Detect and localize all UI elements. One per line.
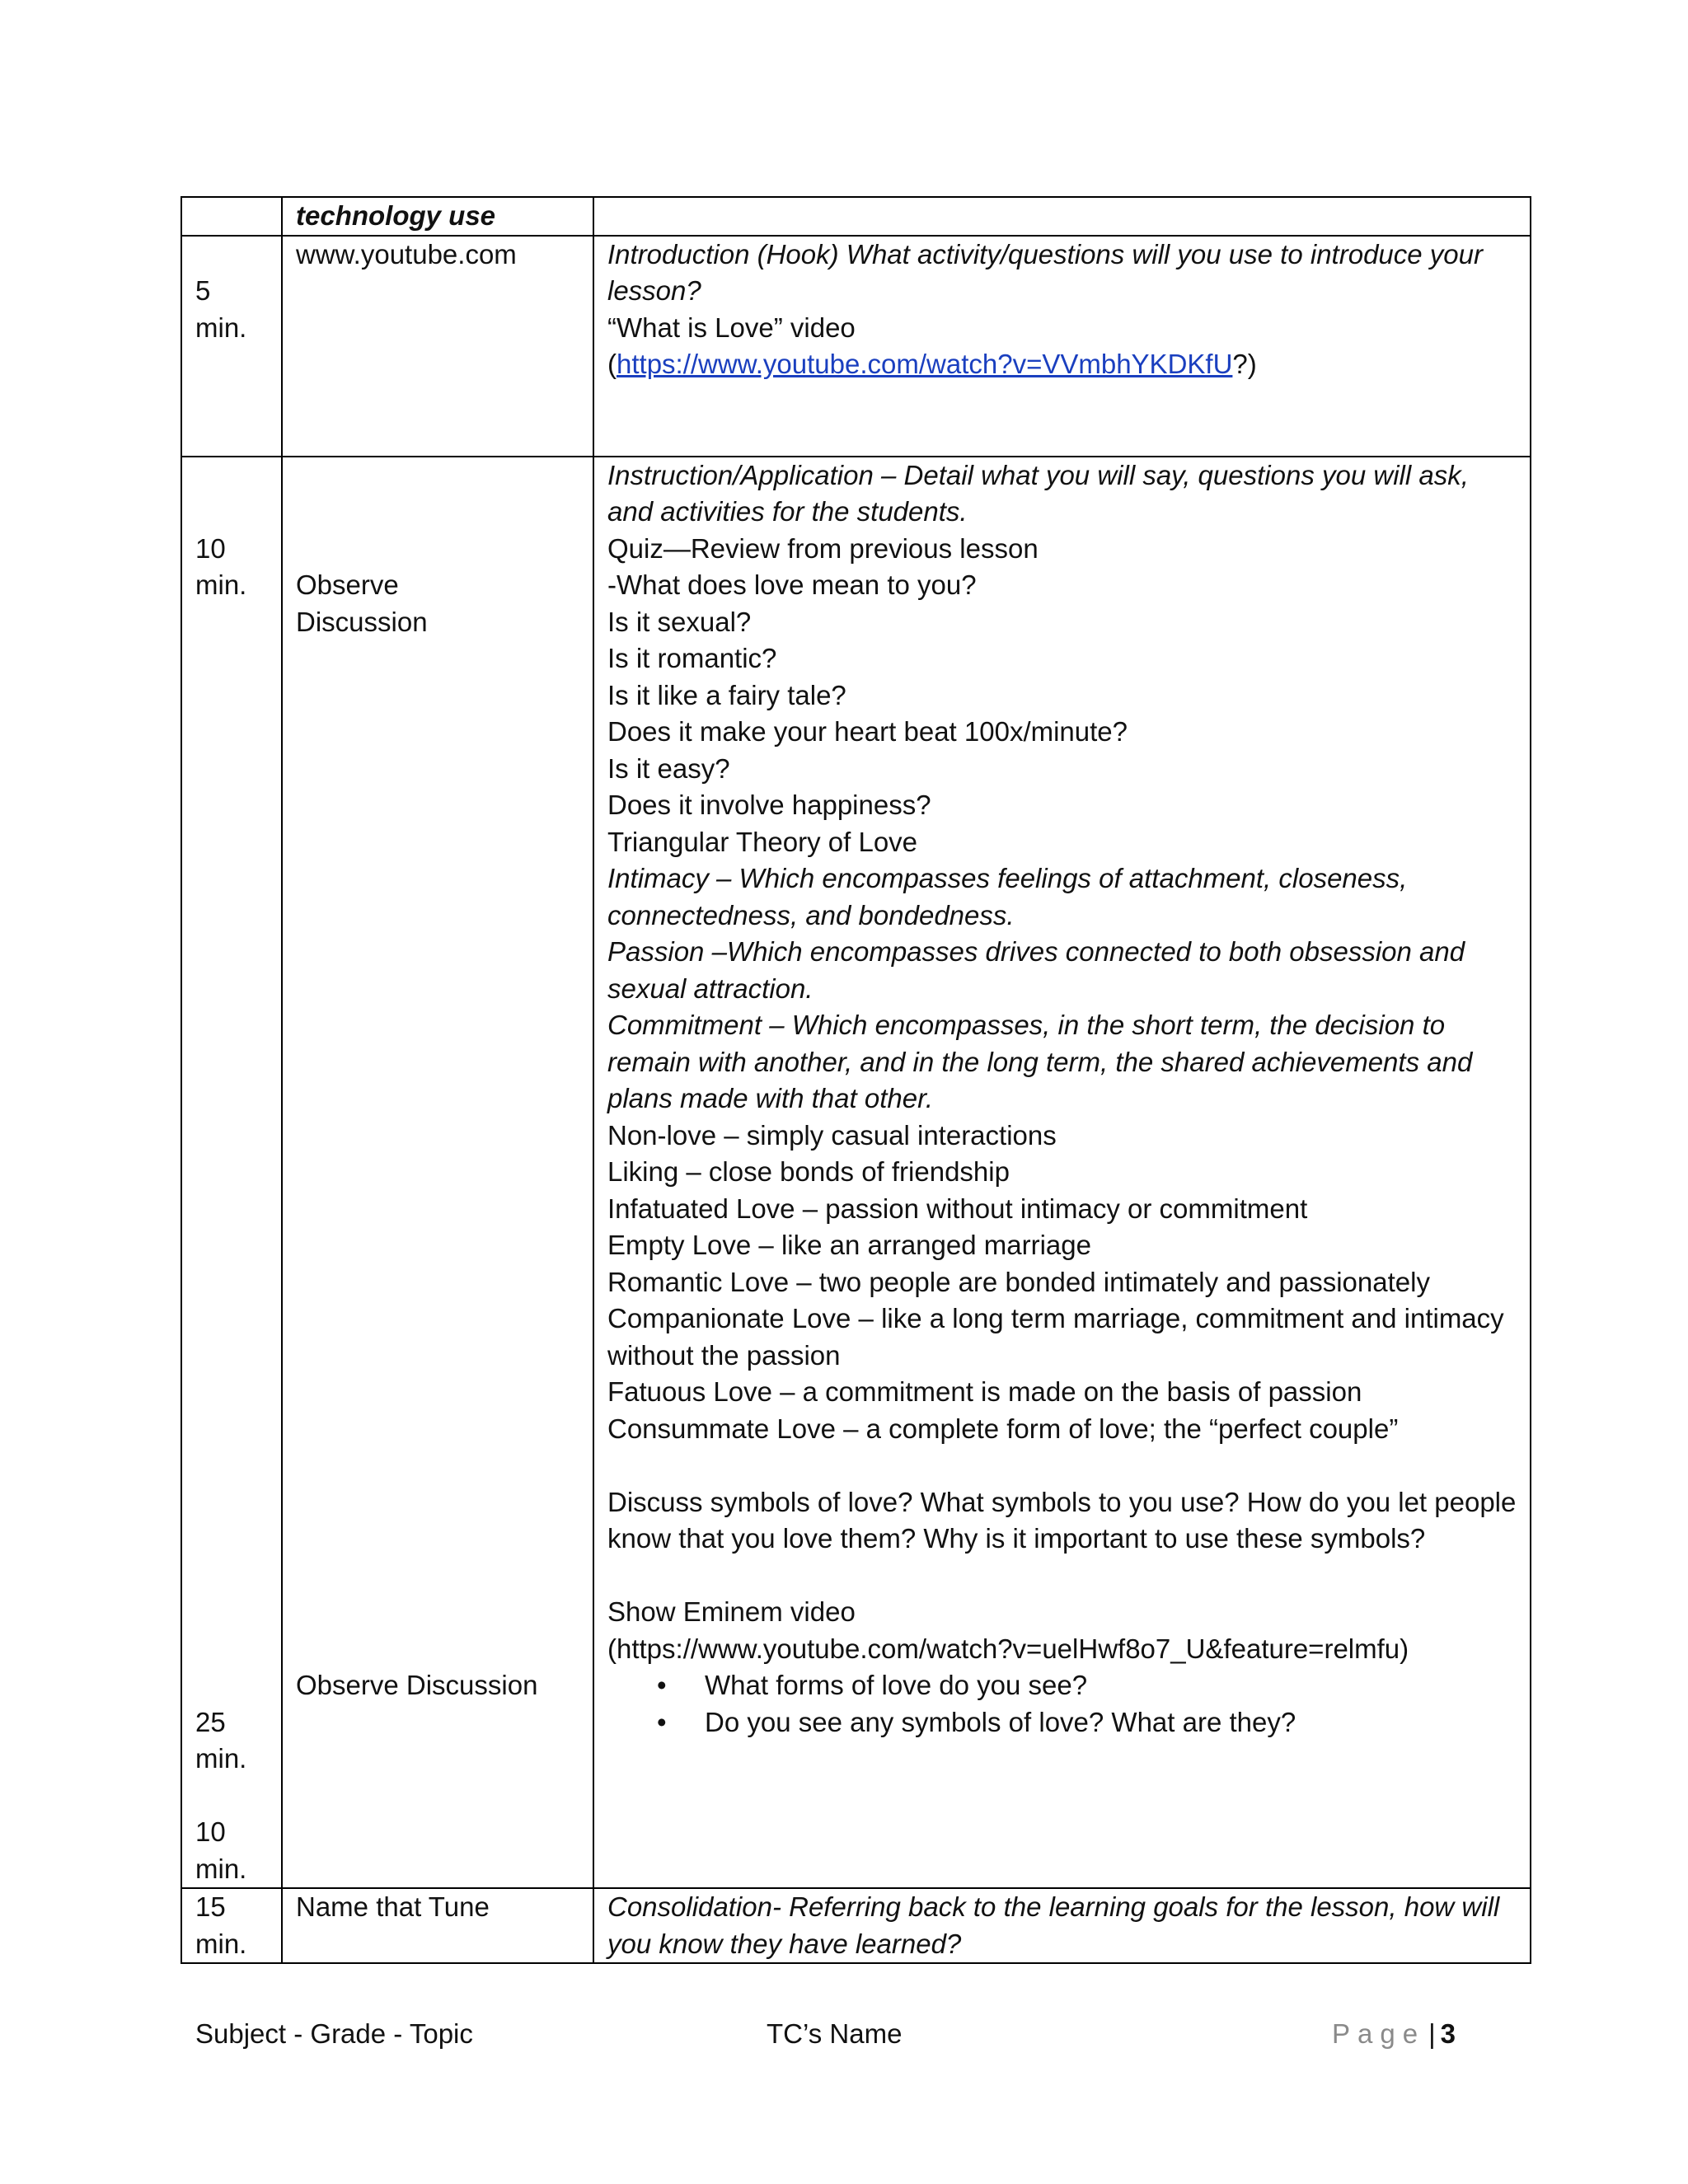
time-spacer <box>296 457 579 494</box>
quiz-line: Quiz—Review from previous lesson <box>607 532 1039 564</box>
footer-page-number <box>1332 2016 1456 2052</box>
name-that-tune-text: Name that Tune <box>296 1891 490 1922</box>
time-spacer <box>195 237 268 274</box>
love-type-line: Companionate Love – like a long term marriage, commitment and intimacy without the passion <box>607 1303 1504 1371</box>
activity-cell-instruction <box>593 457 1531 1889</box>
time-spacer <box>195 1778 268 1815</box>
observe-discussion-text: Observe Discussion <box>296 1670 538 1700</box>
observe-text: Observe <box>296 569 399 600</box>
question-line: Is it sexual? <box>607 606 752 637</box>
time-spacer <box>195 494 268 531</box>
time-spacer <box>195 457 268 494</box>
technology-cell-consolidation <box>282 1888 593 1963</box>
instruction-prompt: Instruction/Application – Detail what you will say, questions you will ask, and activities for the students. <box>607 459 1469 527</box>
question-line: Does it involve happiness? <box>607 790 931 820</box>
love-type-line: Infatuated Love – passion without intimacy or commitment <box>607 1193 1308 1224</box>
time-unit: min. <box>195 1853 247 1884</box>
activity-cell-consolidation <box>593 1888 1531 1963</box>
time-value: 25 <box>195 1706 226 1737</box>
list-item: • What forms of love do you see? <box>705 1667 1517 1704</box>
time-value: 10 <box>195 532 226 564</box>
time-cell-instruction <box>181 457 282 1889</box>
love-type-line: Consummate Love – a complete form of love; the “perfect couple” <box>607 1413 1399 1444</box>
love-type-line: Non-love – simply casual interactions <box>607 1119 1057 1151</box>
time-spacer <box>296 531 579 568</box>
video-title: “What is Love” video <box>607 312 856 343</box>
technology-cell-introduction <box>282 236 593 457</box>
question-line: Does it make your heart beat 100x/minute? <box>607 716 1128 747</box>
love-type-line: Liking – close bonds of friendship <box>607 1156 1010 1187</box>
love-type-line: Empty Love – like an arranged marriage <box>607 1230 1091 1260</box>
lesson-plan-table <box>181 196 1531 1964</box>
time-unit: min. <box>195 1743 247 1774</box>
time-cell-introduction <box>181 236 282 457</box>
page-separator: | <box>1428 2018 1436 2049</box>
page-number: 3 <box>1440 2018 1456 2049</box>
activity-header-cell <box>593 197 1531 236</box>
question-line: Is it romantic? <box>607 643 777 673</box>
video-link-line <box>607 346 1517 383</box>
time-value: 5 <box>195 275 211 306</box>
eminem-video-link: (https://www.youtube.com/watch?v=uelHwf8o7_U&feature=relmfu) <box>607 1633 1409 1664</box>
technology-header-cell <box>282 197 593 236</box>
page-word: Page <box>1332 2018 1426 2049</box>
symbols-paragraph: Discuss symbols of love? What symbols to you use? How do you let people know that you love them? Why is it important to use these symbols? <box>607 1486 1517 1554</box>
introduction-prompt: Introduction (Hook) What activity/questions will you use to introduce your lesson? <box>607 238 1483 306</box>
technology-use-heading: technology use <box>296 200 496 231</box>
time-gap <box>195 604 268 1704</box>
time-spacer <box>296 494 579 531</box>
what-is-love-video-link[interactable]: https://www.youtube.com/watch?v=VVmbhYKDKfU <box>617 349 1233 379</box>
time-cell-consolidation <box>181 1888 282 1963</box>
youtube-site-text: www.youtube.com <box>296 238 517 269</box>
passion-definition: Passion –Which encompasses drives connected to both obsession and sexual attraction. <box>607 936 1465 1004</box>
footer-tc-name: TC’s Name <box>767 2018 903 2049</box>
link-open-paren: ( <box>607 349 617 379</box>
love-type-line: Fatuous Love – a commitment is made on the basis of passion <box>607 1376 1362 1407</box>
discussion-bullets <box>607 1667 1517 1741</box>
paragraph-spacer <box>607 1558 1517 1595</box>
consolidation-prompt: Consolidation- Referring back to the learning goals for the lesson, how will you know they have learned? <box>607 1891 1500 1959</box>
paragraph-spacer <box>607 1447 1517 1484</box>
time-value: 10 <box>195 1816 226 1847</box>
tech-gap <box>296 640 579 1667</box>
commitment-definition: Commitment – Which encompasses, in the short term, the decision to remain with another, and in the long term, the shared achievements and plans made with that other. <box>607 1010 1473 1113</box>
table-row-instruction <box>181 457 1531 1889</box>
list-item: • Do you see any symbols of love? What are they? <box>705 1704 1517 1741</box>
intimacy-definition: Intimacy – Which encompasses feelings of attachment, closeness, connectedness, and bondedness. <box>607 863 1408 930</box>
time-unit: min. <box>195 569 247 600</box>
technology-cell-instruction <box>282 457 593 1889</box>
time-header-cell <box>181 197 282 236</box>
question-line: Is it like a fairy tale? <box>607 679 846 710</box>
time-unit: min. <box>195 312 247 343</box>
table-header-row <box>181 197 1531 236</box>
activity-cell-introduction <box>593 236 1531 457</box>
link-close-text: ?) <box>1232 349 1257 379</box>
love-type-line: Romantic Love – two people are bonded intimately and passionately <box>607 1266 1430 1297</box>
table-row-consolidation <box>181 1888 1531 1963</box>
time-unit: min. <box>195 1928 247 1959</box>
question-line: -What does love mean to you? <box>607 569 977 600</box>
question-line: Is it easy? <box>607 752 730 784</box>
theory-heading: Triangular Theory of Love <box>607 826 918 857</box>
eminem-video-title: Show Eminem video <box>607 1596 856 1627</box>
footer-subject: Subject - Grade - Topic <box>195 2018 473 2049</box>
table-row-introduction <box>181 236 1531 457</box>
discussion-text: Discussion <box>296 606 428 637</box>
time-value: 15 <box>195 1891 226 1922</box>
